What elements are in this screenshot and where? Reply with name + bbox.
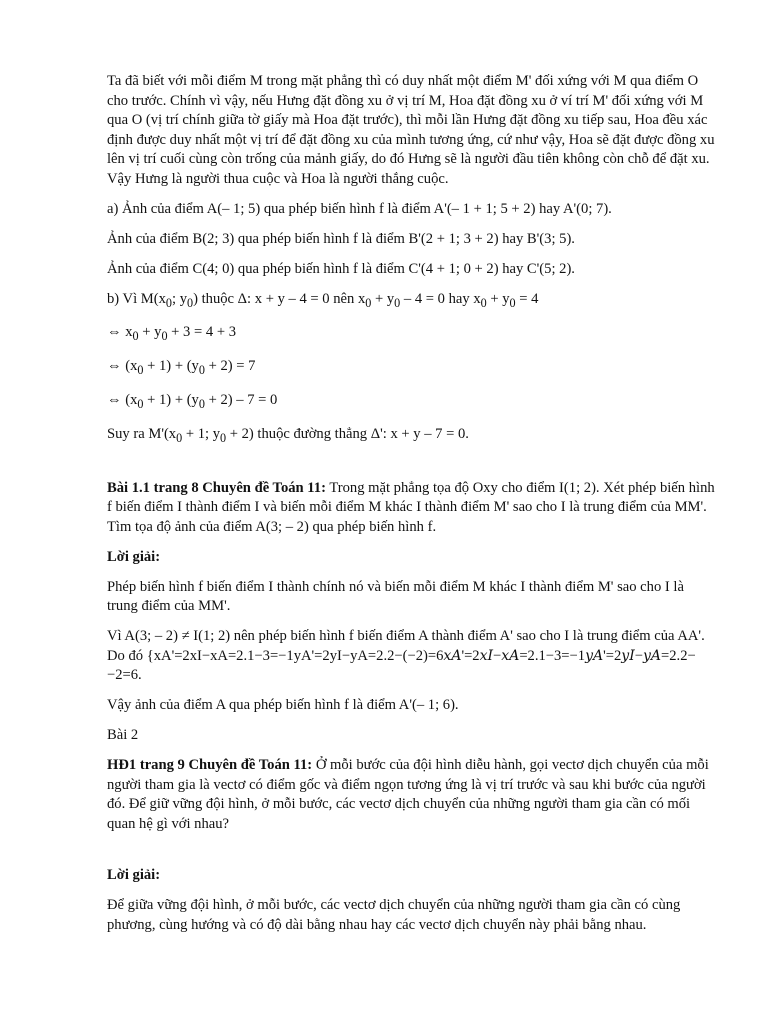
bai11-title: Bài 1.1 trang 8 Chuyên đề Toán 11: <box>107 479 326 496</box>
document-page <box>107 72 717 946</box>
part-a-line-2: Ảnh của điểm B(2; 3) qua phép biến hình f là điểm B'(2 + 1; 3 + 2) hay B'(3; 5). <box>107 230 575 247</box>
bai2-label: Bài 2 <box>107 727 139 744</box>
hd1-question: HĐ1 trang 9 Chuyên đề Toán 11: Ở mỗi bước của đội hình diễu hành, gọi vectơ dịch chuyển của mỗi người tham gia là vectơ có điểm gốc và điểm ngọn tương ứng là vị trí trước và sau khi bước của người đó. Để giữ vững đội hình, ở mỗi bước, các vectơ dịch chuyển của những người tham gia cần có mối quan hệ gì với nhau? <box>107 757 709 832</box>
part-b-line-3: ⇔ $(x_0 + 1) + (y_0 + 2) = 7$ <box>107 358 256 378</box>
hd1-title: HĐ1 trang 9 Chuyên đề Toán 11: <box>107 757 313 774</box>
bai11-solution-1: Phép biến hình f biến điểm I thành chính nó và biến mỗi điểm M khác I thành điểm M' sao cho I là trung điểm của MM'. <box>107 578 684 615</box>
hd1-solution-label: Lời giải: <box>107 867 161 884</box>
part-b-line-4: ⇔ $(x_0 + 1) + (y_0 + 2) - 7 = 0$ <box>107 392 278 412</box>
bai11-question: Bài 1.1 trang 8 Chuyên đề Toán 11: Trong mặt phẳng tọa độ Oxy cho điểm I(1; 2). Xét phép biến hình f biến điểm I thành điểm I và biến mỗi điểm M khác I thành điểm M' sao cho I là trung điểm của MM'. Tìm tọa độ ảnh của điểm A(3; – 2) qua phép biến hình f. <box>107 479 715 535</box>
part-b-line-2: ⇔ $x_0 + y_0 + 3 = 4 + 3$ <box>107 324 237 344</box>
part-b-line-1: b) Vì $M(x_0$; $y_0$) thuộc Δ: x + y – 4 = 0 nên $x_0 + y_0 - 4 = 0$ hay $x_0 + y_0 = 4$ <box>107 290 539 310</box>
part-b-line-5: Suy ra $M'(x_0 + 1$; $y_0 + 2$) thuộc đường thẳng Δ': x + y – 7 = 0. <box>107 426 469 446</box>
part-a-line-1: a) Ảnh của điểm A(– 1; 5) qua phép biến hình f là điểm A'(– 1 + 1; 5 + 2) hay A'(0; 7). <box>107 200 612 217</box>
bai11-solution-2: Vì A(3; – 2) ≠ I(1; 2) nên phép biến hình f biến điểm A thành điểm A' sao cho I là trung điểm của AA'. Do đó {xA'=2xI−xA=2.1−3=−1yA'=2yI−yA=2.2−(−2)=6xA'=2xI−xA=2.1−3=−1yA'=2yI−yA=2.2−−2=6. <box>107 628 705 684</box>
hd1-solution: Để giữa vững đội hình, ở mỗi bước, các vectơ dịch chuyển của những người tham gia cần có cùng phương, cùng hướng và có độ dài bằng nhau hay các vectơ dịch chuyển này phải bằng nhau. <box>107 897 681 933</box>
intro-paragraph: Ta đã biết với mỗi điểm M trong mặt phẳng thì có duy nhất một điểm M' đối xứng với M qua điểm O cho trước. Chính vì vậy, nếu Hưng đặt đồng xu ở vị trí M, Hoa đặt đồng xu ở ví trí M' đối xứng với M qua O (vị trí chính giữa tờ giấy mà Hoa đặt trước), thì mỗi lần Hưng đặt đồng xu tiếp sau, Hoa đều xác định được duy nhất một vị trí để đặt đồng xu của mình tương ứng, cứ như vậy, Hoa sẽ đặt được đồng xu lên vị trí cuối cùng còn trống của mảnh giấy, do đó Hưng sẽ là người đầu tiên không còn chỗ để đặt xu. Vậy Hưng là người thua cuộc và Hoa là người thắng cuộc. <box>107 73 715 187</box>
part-a-line-3: Ảnh của điểm C(4; 0) qua phép biến hình f là điểm C'(4 + 1; 0 + 2) hay C'(5; 2). <box>107 260 575 277</box>
bai11-solution-label: Lời giải: <box>107 548 161 565</box>
bai11-solution-3: Vậy ảnh của điểm A qua phép biến hình f là điểm A'(– 1; 6). <box>107 697 459 714</box>
